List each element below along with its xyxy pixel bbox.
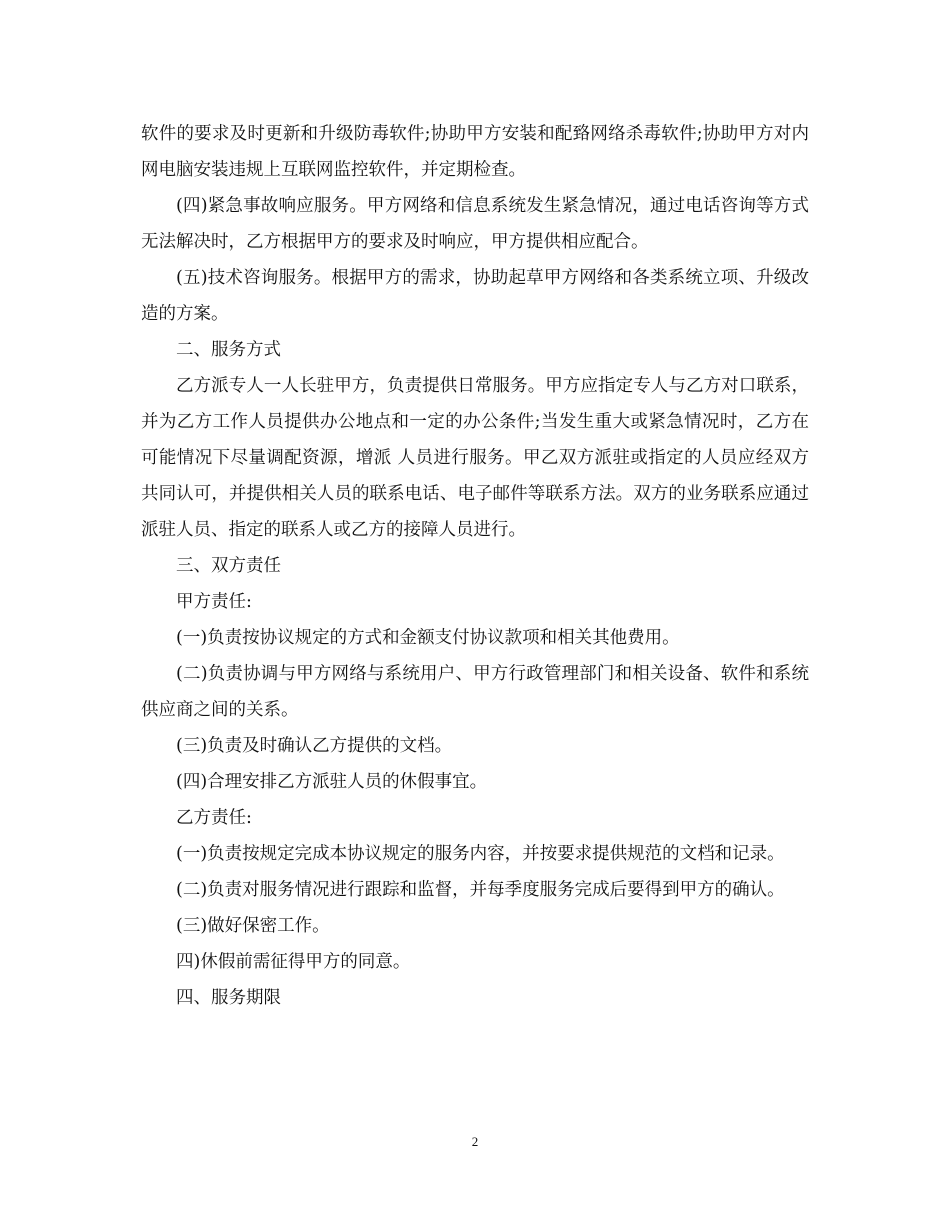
party-a-item-3: (三)负责及时确认乙方提供的文档。 <box>176 736 453 756</box>
section-heading-service-term: 四、服务期限 <box>176 988 281 1008</box>
subheading-party-b: 乙方责任: <box>176 808 252 828</box>
party-b-item-2: (二)负责对服务情况进行跟踪和监督，并每季度服务完成后要得到甲方的确认。 <box>176 880 785 900</box>
section-heading-responsibilities: 三、双方责任 <box>176 556 281 576</box>
party-a-item-1: (一)负责按协议规定的方式和金额支付协议款项和相关其他费用。 <box>176 628 680 648</box>
subheading-party-a: 甲方责任: <box>176 592 252 612</box>
party-b-item-4: 四)休假前需征得甲方的同意。 <box>176 952 411 972</box>
paragraph-technical-consulting: (五)技术咨询服务。根据甲方的需求，协助起草甲方网络和各类系统立项、升级改造的方案。 <box>141 268 809 324</box>
party-a-item-4: (四)合理安排乙方派驻人员的休假事宜。 <box>176 772 488 792</box>
paragraph-service-mode: 乙方派专人一人长驻甲方，负责提供日常服务。甲方应指定专人与乙方对口联系，并为乙方工作人员提供办公地点和一定的办公条件;当发生重大或紧急情况时，乙方在可能情况下尽量调配资源，增派 人员进行服务。甲乙双方派驻或指定的人员应经双方共同认可，并提供相关人员的联系电话、电子邮件等联系方法。双方的业务联系应通过派驻人员、指定的联系人或乙方的接障人员进行。 <box>141 376 809 540</box>
paragraph-emergency-response: (四)紧急事故响应服务。甲方网络和信息系统发生紧急情况，通过电话咨询等方式无法解决时，乙方根据甲方的要求及时响应，甲方提供相应配合。 <box>141 196 809 252</box>
paragraph-antivirus-continued: 软件的要求及时更新和升级防毒软件;协助甲方安装和配臵网络杀毒软件;协助甲方对内网电脑安装违规上互联网监控软件，并定期检查。 <box>141 124 809 180</box>
section-heading-service-mode: 二、服务方式 <box>176 340 281 360</box>
page-number: 2 <box>471 1134 479 1149</box>
document-body <box>141 116 809 1016</box>
party-a-item-2: (二)负责协调与甲方网络与系统用户、甲方行政管理部门和相关设备、软件和系统供应商之间的关系。 <box>141 664 809 720</box>
party-b-item-3: (三)做好保密工作。 <box>176 916 330 936</box>
party-b-item-1: (一)负责按规定完成本协议规定的服务内容，并按要求提供规范的文档和记录。 <box>176 844 785 864</box>
